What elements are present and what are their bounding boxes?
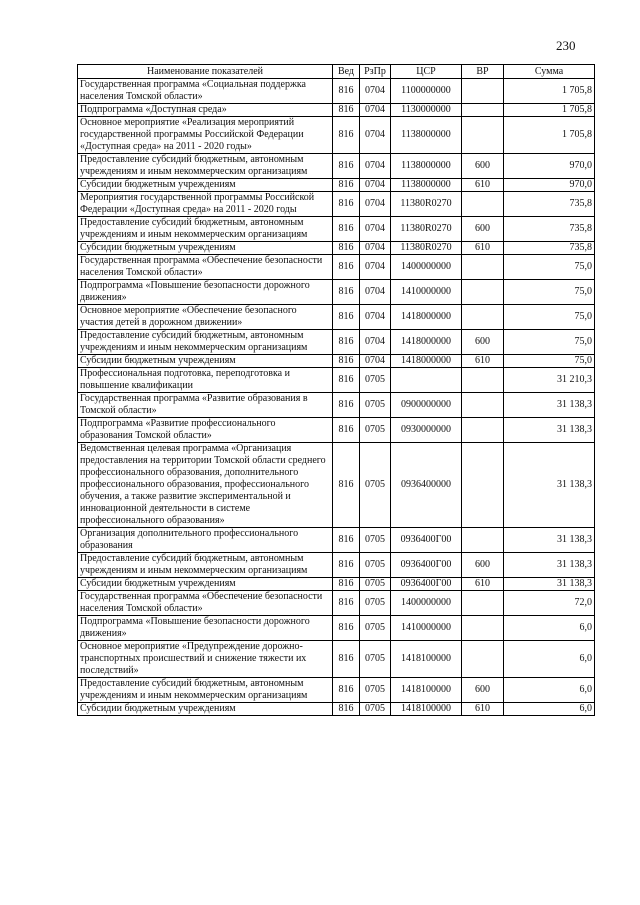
row-ved: 816 <box>333 79 360 104</box>
row-vr <box>462 616 504 641</box>
row-csr: 1410000000 <box>391 616 462 641</box>
row-ved: 816 <box>333 553 360 578</box>
row-vr: 600 <box>462 553 504 578</box>
table-row <box>78 528 595 553</box>
row-csr: 0936400Г00 <box>391 578 462 591</box>
column-header-name: Наименование показателей <box>78 65 333 79</box>
row-name: Субсидии бюджетным учреждениям <box>78 355 333 368</box>
row-sum: 6,0 <box>504 641 595 678</box>
row-ved: 816 <box>333 616 360 641</box>
row-rzpr: 0705 <box>360 578 391 591</box>
row-ved: 816 <box>333 280 360 305</box>
row-vr <box>462 79 504 104</box>
row-rzpr: 0705 <box>360 591 391 616</box>
row-ved: 816 <box>333 678 360 703</box>
row-vr: 610 <box>462 578 504 591</box>
row-vr <box>462 255 504 280</box>
row-ved: 816 <box>333 117 360 154</box>
row-sum: 6,0 <box>504 678 595 703</box>
row-name: Предоставление субсидий бюджетным, автономным учреждениям и иным некоммерческим организациям <box>78 678 333 703</box>
row-csr: 1130000000 <box>391 104 462 117</box>
row-name: Государственная программа «Социальная поддержка населения Томской области» <box>78 79 333 104</box>
row-vr: 600 <box>462 330 504 355</box>
row-sum: 75,0 <box>504 330 595 355</box>
row-sum: 1 705,8 <box>504 79 595 104</box>
row-csr: 1400000000 <box>391 255 462 280</box>
row-csr: 1410000000 <box>391 280 462 305</box>
row-sum: 1 705,8 <box>504 117 595 154</box>
row-sum: 72,0 <box>504 591 595 616</box>
row-sum: 31 138,3 <box>504 578 595 591</box>
table-row <box>78 79 595 104</box>
row-ved: 816 <box>333 179 360 192</box>
row-ved: 816 <box>333 528 360 553</box>
row-name: Основное мероприятие «Обеспечение безопасного участия детей в дорожном движении» <box>78 305 333 330</box>
row-rzpr: 0704 <box>360 255 391 280</box>
row-sum: 970,0 <box>504 179 595 192</box>
row-sum: 735,8 <box>504 217 595 242</box>
row-ved: 816 <box>333 154 360 179</box>
table-row <box>78 242 595 255</box>
row-vr <box>462 591 504 616</box>
row-rzpr: 0705 <box>360 528 391 553</box>
row-csr: 11380R0270 <box>391 192 462 217</box>
row-csr: 1418100000 <box>391 703 462 716</box>
row-name: Подпрограмма «Повышение безопасности дорожного движения» <box>78 280 333 305</box>
row-vr: 600 <box>462 154 504 179</box>
row-vr: 610 <box>462 179 504 192</box>
row-sum: 31 138,3 <box>504 528 595 553</box>
row-sum: 31 138,3 <box>504 443 595 528</box>
row-sum: 31 210,3 <box>504 368 595 393</box>
row-vr <box>462 443 504 528</box>
column-header-csr: ЦСР <box>391 65 462 79</box>
row-csr: 1418100000 <box>391 641 462 678</box>
row-rzpr: 0704 <box>360 305 391 330</box>
row-rzpr: 0705 <box>360 418 391 443</box>
row-rzpr: 0704 <box>360 117 391 154</box>
row-sum: 75,0 <box>504 355 595 368</box>
table-row <box>78 154 595 179</box>
row-name: Государственная программа «Обеспечение безопасности населения Томской области» <box>78 255 333 280</box>
row-name: Организация дополнительного профессионального образования <box>78 528 333 553</box>
row-ved: 816 <box>333 578 360 591</box>
row-rzpr: 0704 <box>360 192 391 217</box>
row-rzpr: 0704 <box>360 179 391 192</box>
row-name: Субсидии бюджетным учреждениям <box>78 179 333 192</box>
table-row <box>78 217 595 242</box>
row-rzpr: 0705 <box>360 703 391 716</box>
row-name: Профессиональная подготовка, переподготовка и повышение квалификации <box>78 368 333 393</box>
row-sum: 31 138,3 <box>504 553 595 578</box>
table-row <box>78 578 595 591</box>
row-sum: 31 138,3 <box>504 418 595 443</box>
row-rzpr: 0704 <box>360 330 391 355</box>
row-vr: 610 <box>462 355 504 368</box>
row-ved: 816 <box>333 393 360 418</box>
table-row <box>78 330 595 355</box>
row-sum: 6,0 <box>504 616 595 641</box>
row-rzpr: 0705 <box>360 443 391 528</box>
row-ved: 816 <box>333 330 360 355</box>
row-sum: 75,0 <box>504 305 595 330</box>
row-csr: 0936400Г00 <box>391 528 462 553</box>
row-csr: 0930000000 <box>391 418 462 443</box>
row-name: Мероприятия государственной программы Российской Федерации «Доступная среда» на 2011 - 2020 годы <box>78 192 333 217</box>
row-ved: 816 <box>333 368 360 393</box>
row-sum: 735,8 <box>504 242 595 255</box>
row-vr <box>462 305 504 330</box>
table-row <box>78 355 595 368</box>
row-ved: 816 <box>333 418 360 443</box>
table-row <box>78 553 595 578</box>
row-rzpr: 0705 <box>360 368 391 393</box>
row-vr <box>462 280 504 305</box>
row-name: Предоставление субсидий бюджетным, автономным учреждениям и иным некоммерческим организациям <box>78 330 333 355</box>
row-csr: 0900000000 <box>391 393 462 418</box>
table-row <box>78 305 595 330</box>
row-ved: 816 <box>333 255 360 280</box>
row-sum: 735,8 <box>504 192 595 217</box>
table-row <box>78 104 595 117</box>
row-name: Государственная программа «Обеспечение безопасности населения Томской области» <box>78 591 333 616</box>
table-body <box>78 79 595 716</box>
row-sum: 970,0 <box>504 154 595 179</box>
row-csr: 1400000000 <box>391 591 462 616</box>
row-vr <box>462 528 504 553</box>
row-csr: 1418000000 <box>391 330 462 355</box>
column-header-ved: Вед <box>333 65 360 79</box>
table-row <box>78 443 595 528</box>
row-csr: 1418000000 <box>391 305 462 330</box>
row-name: Подпрограмма «Доступная среда» <box>78 104 333 117</box>
row-name: Предоставление субсидий бюджетным, автономным учреждениям и иным некоммерческим организациям <box>78 553 333 578</box>
row-csr: 0936400Г00 <box>391 553 462 578</box>
row-vr <box>462 368 504 393</box>
row-ved: 816 <box>333 305 360 330</box>
column-header-vr: ВР <box>462 65 504 79</box>
row-csr: 0936400000 <box>391 443 462 528</box>
column-header-sum: Сумма <box>504 65 595 79</box>
row-ved: 816 <box>333 242 360 255</box>
row-name: Субсидии бюджетным учреждениям <box>78 242 333 255</box>
row-vr: 610 <box>462 703 504 716</box>
row-rzpr: 0704 <box>360 154 391 179</box>
row-vr <box>462 393 504 418</box>
row-csr: 1100000000 <box>391 79 462 104</box>
column-header-rzpr: РзПр <box>360 65 391 79</box>
row-name: Государственная программа «Развитие образования в Томской области» <box>78 393 333 418</box>
row-rzpr: 0704 <box>360 355 391 368</box>
row-ved: 816 <box>333 641 360 678</box>
row-name: Ведомственная целевая программа «Организация предоставления на территории Томской области среднего профессионального образования, дополнительного профессионального образования, профессионального обучения, а также развитие экспериментальной и инновационной деятельности в системе профессионального образования» <box>78 443 333 528</box>
row-csr: 1138000000 <box>391 117 462 154</box>
table-row <box>78 280 595 305</box>
row-rzpr: 0705 <box>360 678 391 703</box>
row-name: Подпрограмма «Развитие профессионального образования Томской области» <box>78 418 333 443</box>
row-ved: 816 <box>333 355 360 368</box>
table-row <box>78 117 595 154</box>
row-sum: 75,0 <box>504 255 595 280</box>
row-rzpr: 0704 <box>360 242 391 255</box>
row-vr: 610 <box>462 242 504 255</box>
row-name: Подпрограмма «Повышение безопасности дорожного движения» <box>78 616 333 641</box>
row-csr <box>391 368 462 393</box>
table-row <box>78 255 595 280</box>
table-row <box>78 703 595 716</box>
table-row <box>78 678 595 703</box>
row-rzpr: 0704 <box>360 79 391 104</box>
row-vr: 600 <box>462 678 504 703</box>
row-name: Предоставление субсидий бюджетным, автономным учреждениям и иным некоммерческим организациям <box>78 217 333 242</box>
row-vr <box>462 641 504 678</box>
budget-table <box>77 64 595 716</box>
row-sum: 6,0 <box>504 703 595 716</box>
table-row <box>78 192 595 217</box>
row-sum: 75,0 <box>504 280 595 305</box>
row-vr: 600 <box>462 217 504 242</box>
row-vr <box>462 104 504 117</box>
row-name: Субсидии бюджетным учреждениям <box>78 703 333 716</box>
row-rzpr: 0705 <box>360 616 391 641</box>
row-vr <box>462 192 504 217</box>
row-csr: 1138000000 <box>391 154 462 179</box>
table-row <box>78 418 595 443</box>
row-sum: 31 138,3 <box>504 393 595 418</box>
row-rzpr: 0705 <box>360 393 391 418</box>
row-csr: 1418100000 <box>391 678 462 703</box>
row-rzpr: 0704 <box>360 280 391 305</box>
page-number: 230 <box>556 38 576 53</box>
table-row <box>78 591 595 616</box>
row-csr: 1418000000 <box>391 355 462 368</box>
row-name: Основное мероприятие «Реализация мероприятий государственной программы Российской Федерации «Доступная среда» на 2011 - 2020 годы» <box>78 117 333 154</box>
row-rzpr: 0705 <box>360 641 391 678</box>
row-sum: 1 705,8 <box>504 104 595 117</box>
row-ved: 816 <box>333 443 360 528</box>
row-name: Субсидии бюджетным учреждениям <box>78 578 333 591</box>
table-row <box>78 616 595 641</box>
row-rzpr: 0705 <box>360 553 391 578</box>
row-csr: 11380R0270 <box>391 242 462 255</box>
row-ved: 816 <box>333 192 360 217</box>
row-ved: 816 <box>333 217 360 242</box>
table-row <box>78 393 595 418</box>
row-ved: 816 <box>333 104 360 117</box>
table-row <box>78 641 595 678</box>
row-rzpr: 0704 <box>360 217 391 242</box>
row-csr: 11380R0270 <box>391 217 462 242</box>
row-ved: 816 <box>333 591 360 616</box>
row-name: Основное мероприятие «Предупреждение дорожно-транспортных происшествий и снижение тяжести их последствий» <box>78 641 333 678</box>
row-csr: 1138000000 <box>391 179 462 192</box>
table-header-row <box>78 65 595 79</box>
table-row <box>78 368 595 393</box>
row-rzpr: 0704 <box>360 104 391 117</box>
row-vr <box>462 117 504 154</box>
table-row <box>78 179 595 192</box>
row-name: Предоставление субсидий бюджетным, автономным учреждениям и иным некоммерческим организациям <box>78 154 333 179</box>
row-ved: 816 <box>333 703 360 716</box>
row-vr <box>462 418 504 443</box>
